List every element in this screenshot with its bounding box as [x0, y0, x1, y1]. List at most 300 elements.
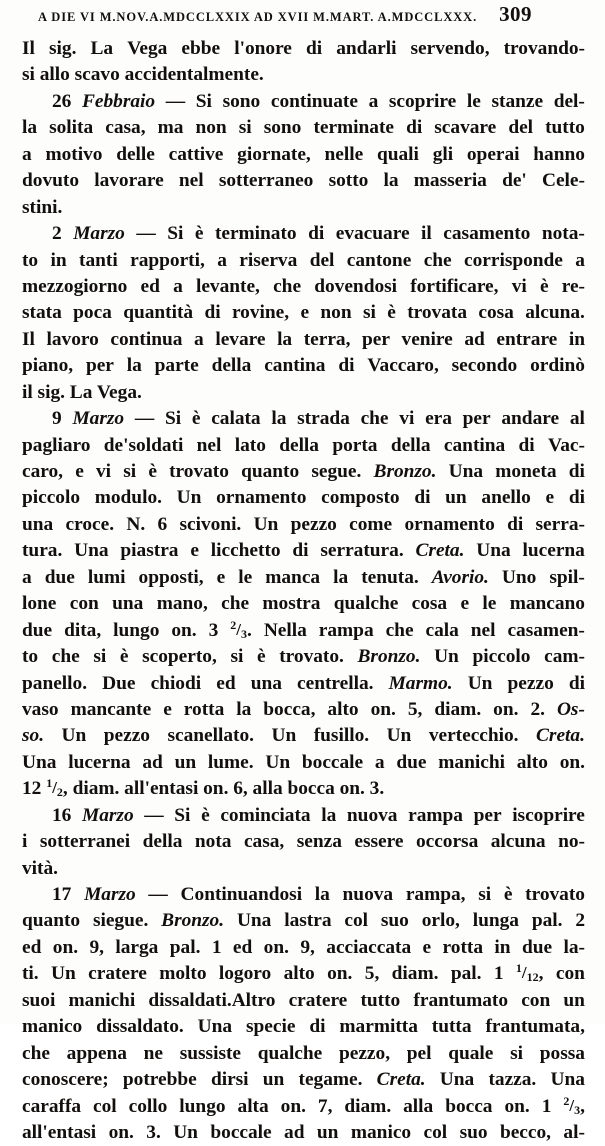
word: sotterraneo [218, 170, 314, 192]
word: panello. [22, 672, 88, 694]
page-number: 309 [499, 2, 532, 26]
word: pel [406, 1042, 432, 1064]
word: di [568, 672, 585, 694]
word: e [545, 487, 555, 509]
word: to [22, 646, 39, 668]
text-line [22, 538, 585, 564]
word: , diam. all'entasi on. 6, alla bocca on. 3. [62, 778, 385, 800]
word: alla [403, 1095, 434, 1117]
word: con [69, 593, 99, 615]
word: al- [563, 1121, 585, 1143]
word: cratere [288, 989, 348, 1011]
word: casamento [443, 223, 531, 245]
word: de' [502, 170, 527, 192]
word: 3. [146, 1121, 161, 1143]
word: pal. [169, 936, 201, 958]
word: Una [236, 910, 272, 932]
word: la [314, 884, 330, 905]
word: di [507, 513, 524, 535]
word: on. [263, 936, 289, 958]
word: a [217, 249, 227, 271]
word: vertecchio. [428, 725, 519, 747]
word: vi [95, 461, 112, 482]
word: vi [511, 275, 527, 297]
word: dirsi [210, 1069, 249, 1091]
text-line [22, 36, 585, 62]
running-head-title: A DIE VI M.NOV.A.MDCCLXXIX AD XVII M.MART. A.MDCCLXXX. [38, 10, 478, 24]
text-line [22, 459, 585, 485]
word: di [338, 355, 355, 377]
word: manico [22, 1016, 83, 1038]
text-line [22, 723, 585, 749]
word: quale [448, 1042, 494, 1064]
word: qualche [257, 1042, 323, 1064]
word: 5, [364, 963, 380, 985]
word: si [478, 884, 492, 905]
word: cantina [443, 434, 506, 456]
word: Una [439, 1069, 475, 1091]
word: a [368, 90, 379, 112]
italic-word: Marzo [84, 884, 136, 905]
text-line [22, 1041, 585, 1067]
word: una [112, 593, 144, 615]
word: dissaldati.Altro [148, 989, 276, 1011]
word: la [321, 804, 337, 826]
word: tutta [431, 1016, 472, 1038]
word: motivo [45, 143, 103, 165]
word: calata [211, 408, 261, 430]
word: rapporti, [130, 249, 205, 271]
word: in [494, 936, 511, 958]
word: delle [116, 143, 155, 165]
word: diam. [391, 963, 439, 985]
word: manico [350, 1121, 412, 1143]
word: nelle [324, 143, 364, 165]
word: alcuna. [525, 302, 585, 324]
word: a [173, 275, 183, 297]
word: che [360, 408, 389, 430]
word: 1 [493, 963, 504, 985]
em-dash: — [136, 223, 156, 245]
word: on. [559, 751, 585, 773]
word: del [309, 249, 335, 271]
word: andare [501, 408, 560, 430]
word: corrisponde [464, 249, 563, 271]
text-line [22, 142, 585, 168]
word: 26 [52, 90, 72, 112]
word: si [230, 646, 244, 668]
word: col [344, 910, 369, 932]
em-dash: — [165, 90, 186, 112]
word: della [142, 831, 183, 853]
word: lone [22, 593, 57, 615]
word: il [421, 223, 432, 245]
word: alta [237, 1095, 269, 1117]
word: ornamento [404, 513, 495, 535]
word: ad [464, 328, 485, 350]
word: specie [246, 1016, 296, 1038]
text-line [22, 1094, 585, 1120]
word: a [22, 143, 32, 165]
word: Nella [263, 619, 307, 641]
word: per [362, 328, 390, 350]
text-line [22, 512, 585, 538]
italic-word: Febbraio [82, 90, 156, 112]
word: vaso [22, 698, 59, 720]
word: levare [215, 328, 266, 350]
word: Vega [127, 38, 168, 59]
word: appena [66, 1042, 127, 1064]
word: chiodi [150, 672, 202, 694]
word: piccolo [22, 487, 81, 509]
italic-word: Creta. [536, 725, 585, 747]
word: 12 [22, 778, 42, 800]
text-line [22, 433, 585, 459]
word: si [362, 302, 376, 324]
word: è [387, 302, 396, 324]
word: cam- [544, 646, 585, 668]
word: due [521, 936, 553, 958]
word: un [262, 1069, 285, 1091]
word: che [385, 619, 414, 641]
word: di [518, 434, 535, 456]
word: per [462, 408, 491, 430]
word: un [563, 989, 585, 1011]
word: serratura. [320, 540, 404, 562]
word: stata [22, 302, 62, 324]
word: qualche [333, 593, 399, 615]
word: Vac- [548, 434, 585, 456]
word: Si [164, 408, 182, 430]
word: la [383, 170, 399, 192]
word: la [22, 117, 38, 139]
word: 9, [89, 936, 104, 958]
word: cominciata [220, 804, 311, 826]
word: rotta [442, 936, 484, 958]
word: 2 [575, 910, 585, 932]
word: rampa [318, 619, 374, 641]
word: sotterranei [39, 831, 131, 853]
word: la [333, 566, 349, 588]
word: terminato [214, 223, 297, 245]
word: si [238, 117, 252, 139]
word: i [22, 831, 28, 853]
word: trovata [407, 302, 467, 324]
text-line [22, 300, 585, 326]
word: cosa [411, 593, 448, 615]
word: nota- [541, 223, 585, 245]
text-line [22, 618, 585, 644]
word: Cele- [541, 170, 585, 192]
word: tura. [22, 540, 63, 562]
word: ed [232, 936, 253, 958]
word: lume. [207, 751, 254, 773]
word: la [236, 698, 252, 720]
word: continuate [270, 90, 358, 112]
word: con [555, 963, 585, 985]
word: e [75, 461, 84, 482]
word: casamen- [507, 619, 585, 641]
fraction: $^2$/3, [563, 1093, 585, 1117]
text-line [22, 935, 585, 961]
word: della [390, 434, 431, 456]
running-head [0, 4, 605, 30]
word: trovato [525, 884, 585, 905]
word: andarli [336, 38, 397, 59]
word: bocca [445, 1095, 493, 1117]
word: composto [321, 487, 400, 509]
word: diam. [434, 698, 482, 720]
word: trovando- [503, 38, 585, 59]
word: quanto [241, 461, 300, 482]
word: on. [493, 698, 519, 720]
text-line [22, 988, 585, 1014]
word: ad [284, 1121, 305, 1143]
word: pezzo, [338, 1042, 391, 1064]
word: spil- [549, 566, 585, 588]
word: suo [459, 1121, 488, 1143]
word: hanno [533, 143, 585, 165]
text-line [22, 803, 585, 829]
word: servendo, [410, 38, 490, 59]
word: lunga [472, 910, 519, 932]
word: stanze [491, 90, 544, 112]
word: 6 [157, 513, 168, 535]
word: a [194, 328, 204, 350]
word: centrella. [297, 672, 374, 694]
word: 9, [300, 936, 315, 958]
word: che [221, 593, 250, 615]
word: della [211, 355, 252, 377]
word: dissaldato. [96, 1016, 184, 1038]
word: tenuta. [361, 566, 419, 588]
word: Un [271, 725, 297, 747]
word: rampa [408, 804, 463, 826]
word: fusillo. [313, 725, 370, 747]
word: Un [61, 725, 87, 747]
word: la [277, 328, 293, 350]
word: logoro [218, 963, 272, 985]
word: alto [283, 963, 315, 985]
word: lungo [113, 619, 160, 641]
word: collo [128, 1095, 168, 1117]
word: evacuare [335, 223, 410, 245]
word: del [508, 117, 534, 139]
word: cosa [478, 302, 514, 324]
word: terminate [313, 117, 395, 139]
word: in [50, 249, 67, 271]
word: rampa, [405, 884, 466, 905]
word: nel [178, 170, 204, 192]
word: continua [110, 328, 183, 350]
word: 9 [52, 408, 62, 430]
text-line [22, 221, 585, 247]
word: sussiste [179, 1042, 241, 1064]
word: ebbe [181, 38, 221, 59]
word: casa, [105, 117, 146, 139]
word: tutto [360, 989, 401, 1011]
word: è [119, 646, 129, 668]
word: ne [143, 1042, 163, 1064]
word: on. [504, 1095, 530, 1117]
word: nel [470, 619, 496, 641]
word: non [320, 302, 352, 324]
word: mano, [156, 593, 208, 615]
word: suo [380, 910, 409, 932]
word: di [568, 461, 585, 482]
word: Un [434, 646, 459, 668]
word: si [123, 461, 137, 482]
italic-word: Marzo [73, 223, 125, 245]
text-line [22, 1067, 585, 1093]
word: scanellato. [167, 725, 254, 747]
word: on. [370, 698, 396, 720]
word: to [22, 249, 39, 271]
word: manichi [438, 751, 505, 773]
word: e [216, 566, 226, 588]
word: come [349, 513, 393, 535]
word: all'entasi [22, 1121, 97, 1143]
word: al [569, 408, 585, 430]
word: 7, [317, 1095, 333, 1117]
word: le [238, 566, 253, 588]
word: è [503, 884, 513, 905]
word: frantumata, [485, 1016, 585, 1038]
word: fortificare, [410, 275, 499, 297]
word: l'onore [234, 38, 292, 59]
word: un [316, 1121, 339, 1143]
word: boccale [301, 751, 364, 773]
word: di [414, 487, 431, 509]
word: nota [194, 831, 232, 853]
word: piastra [120, 540, 179, 562]
word: quali [376, 143, 419, 165]
word: Un [467, 672, 493, 694]
word: dita, [64, 619, 102, 641]
word: boccale [210, 1121, 272, 1143]
word: 3 [208, 619, 219, 641]
word: larga [115, 936, 159, 958]
word: N. [126, 513, 146, 535]
word: no- [558, 831, 585, 853]
word: on. [280, 1095, 306, 1117]
word: poca [73, 302, 112, 324]
word: stini. [22, 196, 63, 218]
word: 16 [52, 804, 72, 826]
word: vità. [22, 857, 58, 879]
word: tazza. [488, 1069, 537, 1091]
word: lucerna [522, 540, 585, 562]
text-line [22, 1014, 585, 1040]
em-dash: — [148, 884, 168, 905]
word: manichi [68, 989, 136, 1011]
text-line [22, 591, 585, 617]
word: riserva [239, 249, 298, 271]
word: è [256, 646, 266, 668]
word: Uno [501, 566, 537, 588]
word: orlo, [421, 910, 460, 932]
word: è [201, 804, 210, 826]
word: solita [49, 117, 94, 139]
word: gli [432, 143, 454, 165]
word: Una [74, 540, 109, 562]
word: parte [154, 355, 199, 377]
body-text-block [22, 36, 585, 1146]
italic-word: Creta. [415, 540, 465, 562]
word: di [309, 1016, 326, 1038]
word: operai [466, 143, 520, 165]
word: per [85, 355, 114, 377]
word: masseria [413, 170, 487, 192]
word: occorsa [415, 831, 479, 853]
word: dovendosi [314, 275, 398, 297]
word: 1 [211, 936, 222, 958]
word: scavare [434, 117, 497, 139]
word: suoi [22, 989, 56, 1011]
word: la [126, 355, 142, 377]
word: lastra [284, 910, 332, 932]
text-line [22, 327, 585, 353]
word: scoprire [388, 90, 457, 112]
word: una [22, 513, 54, 535]
word: cala [425, 619, 459, 641]
text-line [22, 115, 585, 141]
word: le [466, 90, 481, 112]
word: che [51, 646, 80, 668]
word: cantone [346, 249, 412, 271]
italic-word: Bronzo. [161, 910, 225, 932]
word: Si [167, 223, 184, 245]
word: a [374, 751, 385, 773]
word: rovine, [231, 302, 290, 324]
word: alto [516, 751, 548, 773]
text-line [22, 380, 585, 406]
word: e [163, 698, 172, 720]
word: è [539, 275, 549, 297]
word: Una [448, 461, 484, 482]
word: ed [140, 275, 160, 297]
word: 2. [530, 698, 545, 720]
word: pal. [450, 963, 482, 985]
text-line [22, 485, 585, 511]
word: si [510, 1042, 524, 1064]
word: on. [327, 963, 353, 985]
word: Si [174, 804, 191, 826]
word: nel [196, 434, 222, 456]
word: che [273, 275, 302, 297]
em-dash: — [144, 804, 164, 826]
italic-word: Marmo. [388, 672, 453, 694]
word: La [90, 38, 114, 59]
word: 2 [52, 223, 62, 245]
word: e [300, 302, 310, 324]
italic-word: Bronzo. [357, 646, 421, 668]
word: Un [51, 963, 76, 985]
fraction: $^2$/3. [230, 617, 252, 641]
word: ma [157, 117, 184, 139]
word: sotto [328, 170, 369, 192]
word: essere [354, 831, 404, 853]
text-line [22, 565, 585, 591]
text-line [22, 908, 585, 934]
word: Continuandosi [180, 884, 303, 905]
word: venire [401, 328, 453, 350]
word: de'soldati [103, 434, 184, 456]
word: porta [332, 434, 378, 456]
word: Vaccaro, [367, 355, 439, 377]
word: ad [142, 751, 163, 773]
word: on. [108, 1121, 134, 1143]
